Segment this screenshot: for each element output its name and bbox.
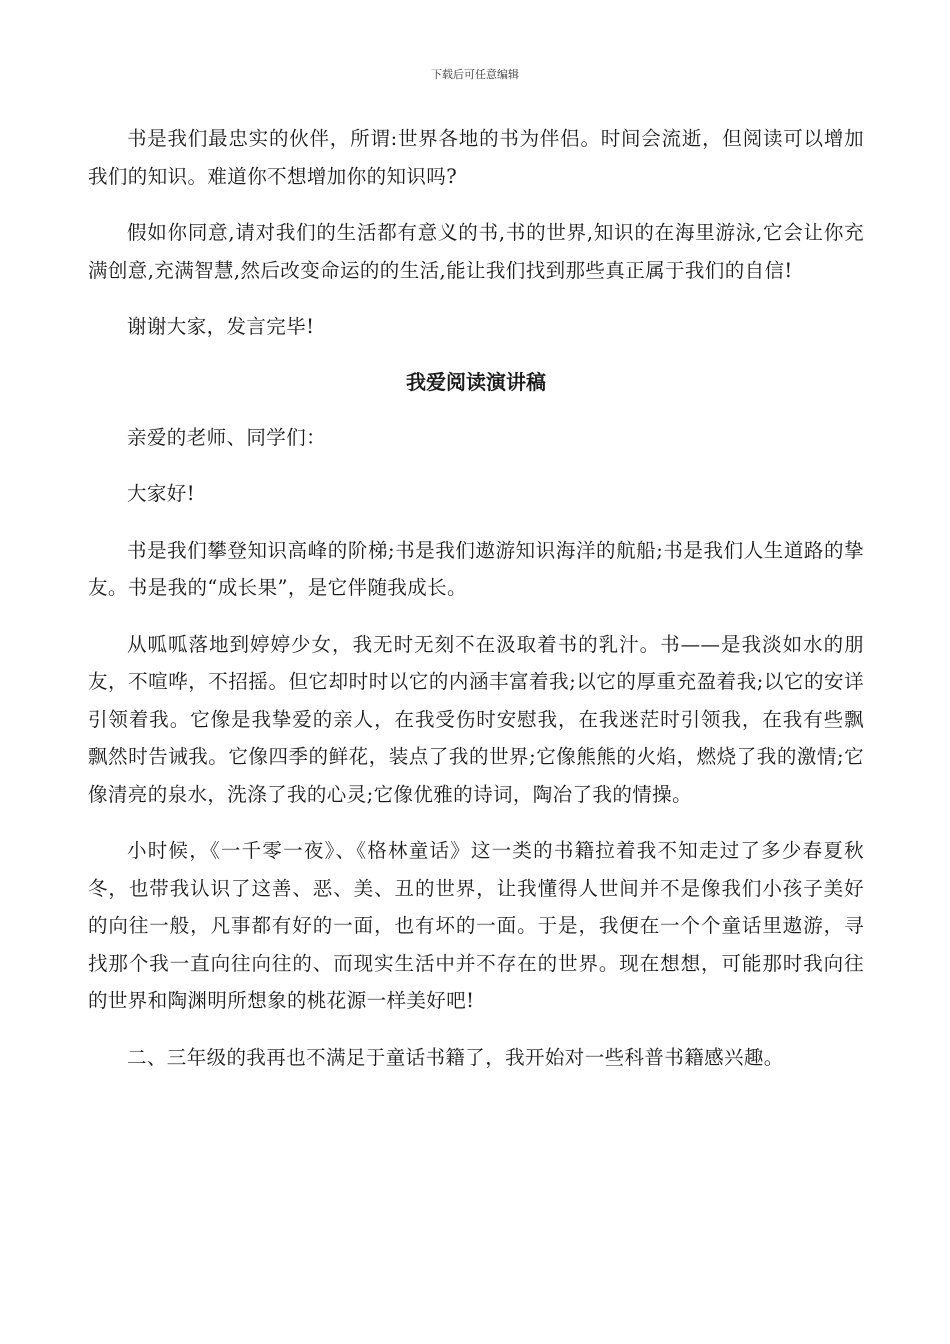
- paragraph: 二、三年级的我再也不满足于童话书籍了，我开始对一些科普书籍感兴趣。: [127, 1045, 784, 1069]
- paragraph: 书是我们攀登知识高峰的阶梯;书是我们遨游知识海洋的航船;书是我们人生道路的挚友。书是我的“成长果”，是它伴随我成长。: [88, 538, 864, 599]
- document-body: [88, 120, 864, 1095]
- page-header: 下载后可任意编辑: [431, 68, 519, 81]
- paragraph: 谢谢大家，发言完毕!: [127, 315, 315, 338]
- paragraph: 书是我们最忠实的伙伴，所谓:世界各地的书为伴侣。时间会流逝，但阅读可以增加我们的知识。难道你不想增加你的知识吗?: [88, 127, 864, 188]
- paragraph: 小时候，《一千零一夜》、《格林童话》这一类的书籍拉着我不知走过了多少春夏秋冬，也带我认识了这善、恶、美、丑的世界，让我懂得人世间并不是像我们小孩子美好的向往一般，凡事都有好的一面，也有坏的一面。于是，我便在一个个童话里遨游，寻找那个我一直向往向往的、而现实生活中并不存在的世界。现在想想，可能那时我向往的世界和陶渊明所想象的桃花源一样美好吧!: [88, 839, 864, 1012]
- document-title: 我爱阅读演讲稿: [406, 369, 546, 394]
- paragraph: 假如你同意,请对我们的生活都有意义的书,书的世界,知识的在海里游泳,它会让你充满创意,充满智慧,然后改变命运的的生活,能让我们找到那些真正属于我们的自信!: [88, 221, 864, 282]
- greeting-line: 大家好!: [127, 482, 195, 505]
- greeting-line: 亲爱的老师、同学们：: [127, 425, 327, 449]
- paragraph: 从呱呱落地到婷婷少女，我无时无刻不在汲取着书的乳汁。书——是我淡如水的朋友，不喧哗，不招摇。但它却时时以它的内涵丰富着我;以它的厚重充盈着我;以它的安详引领着我。它像是我挚爱的亲人，在我受伤时安慰我，在我迷茫时引领我，在我有些飘飘然时告诫我。它像四季的鲜花，装点了我的世界;它像熊熊的火焰，燃烧了我的激情;它像清亮的泉水，洗涤了我的心灵;它像优雅的诗词，陶冶了我的情操。: [88, 632, 864, 806]
